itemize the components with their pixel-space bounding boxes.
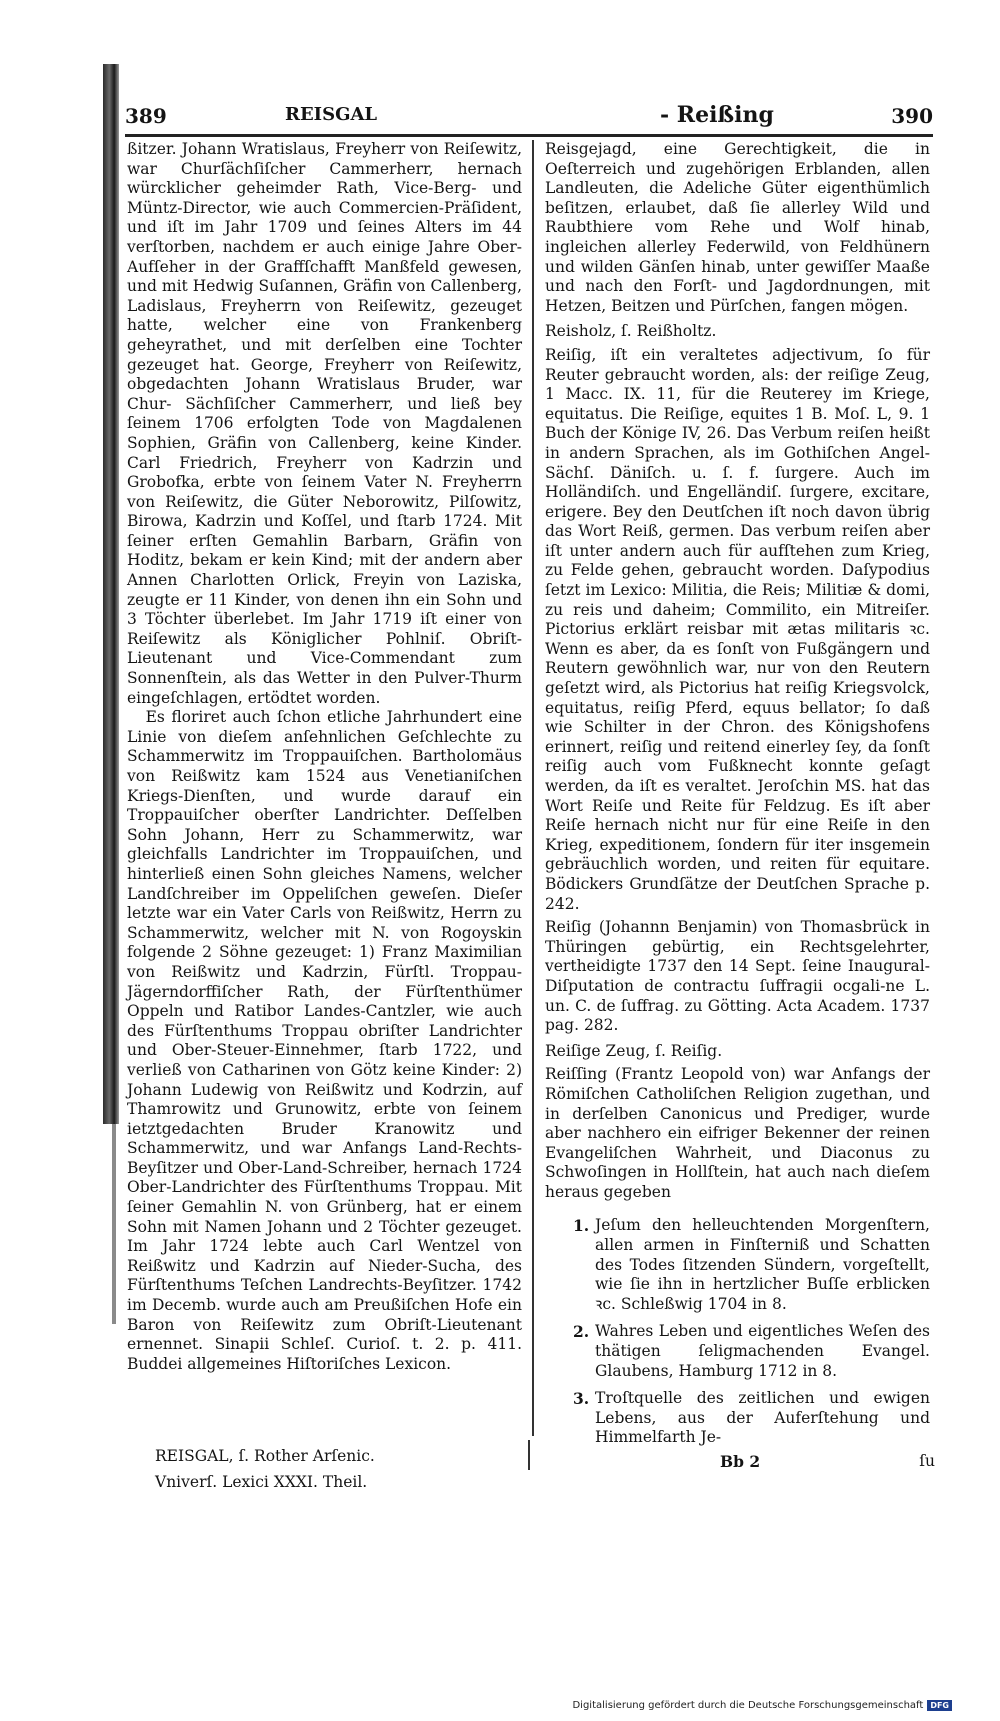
list-item: [573, 1322, 930, 1381]
page-binding-edge-lower: [112, 1124, 116, 1324]
digitization-credit: [572, 1700, 952, 1711]
list-text: Jeſum den helleuchtenden Morgenſtern, allen armen in Finſterniß und Schatten des Todes ſitzenden Sündern, vorgeſtellt, wie ſie ihn in hertzlicher Buſſe erblicken ꝛc. Schleßwig 1704 in 8.: [595, 1216, 930, 1313]
list-text: Wahres Leben und eigentliches Weſen des thätigen ſeligmachenden Evangel. Glaubens, Hamburg 1712 in 8.: [595, 1322, 930, 1380]
entry-reisig: Reiſig, iſt ein veraltetes adjectivum, ſo für Reuter gebraucht worden, als: der reiſige Zeug, 1 Macc. IX. 11, für die Reuterey im Kriege, equitatus. Die Reiſige, equites 1 B. Moſ. L, 9. 1 Buch der Könige IV, 26. Das Verbum reiſen heißt in andern Sprachen, als im Gothiſchen Angel-Sächſ. Däniſch. u. ſ. f. ſurgere. Auch im Holländiſch. und Engelländiſ. ſurgere, excitare, erigere. Bey den Deutſchen iſt noch davon übrig das Wort Reiß, germen. Das verbum reiſen aber iſt unter andern auch für aufſtehen zum Krieg, zu Felde gehen, gebraucht worden. Daſypodius ſetzt im Lexico: Militia, die Reis; Militiæ & domi, zu reis und daheim; Commilito, ein Mitreiſer. Pictorius erklärt reisbar mit ætas militaris ꝛc. Wenn es aber, da es ſonſt von Fußgängern und Reutern gewöhnlich war, nur von den Reutern geſetzt wird, als Pictorius hat reiſig Kriegsvolck, equitatus, reiſig Pferd, equus bellator; ſo daß wie Schilter in der Chron. des Königshofens erinnert, reiſig und reitend einerley ſey, da ſonſt reiſig auch vom Fußknecht konnte geſagt werden, da iſt es veraltet. Jeroſchin MS. hat das Wort Reiſe und Reite für Feldzug. Es iſt aber Reiſe hernach nicht nur für eine Reiſe in den Krieg, expeditionem, ſondern für iter insgemein gebräuchlich worden, und reiten für equitare. Bödickers Grundſätze der Deutſchen Sprache p. 242.: [545, 345, 930, 913]
entry-reisgejagd: Reisgejagd, eine Gerechtigkeit, die in Oeſterreich und zugehörigen Erblanden, allen Landleuten, die Adeliche Güter eigenthümlich beſitzen, erlaubet, daß ſie allerley Wild und Raubthiere vom Rehe und Wolf hinab, ingleichen allerley Federwild, von Feldhünern und wilden Gänſen hinab, unter gewiſſer Maaße und nach den Forſt- und Jagdordnungen, mit Hetzen, Beitzen und Pürſchen, fangen mögen.: [545, 140, 930, 315]
headword-left: REISGAL: [285, 104, 378, 125]
works-list: [573, 1216, 930, 1448]
catchword: ſu: [919, 1452, 935, 1470]
list-number: 1.: [573, 1216, 590, 1236]
headword-right: - Reißing: [660, 102, 774, 128]
list-item: [573, 1216, 930, 1314]
reisgal-cross-reference: REISGAL, ſ. Rother Arſenic.: [155, 1447, 375, 1465]
right-column: [545, 140, 930, 1456]
running-header: [125, 104, 933, 134]
list-number: 2.: [573, 1322, 590, 1342]
xref-reisholz: Reisholz, ſ. Reißholtz.: [545, 322, 717, 341]
column-divider: [532, 140, 534, 1436]
list-number: 3.: [573, 1389, 590, 1409]
page-number-right: 390: [891, 104, 933, 128]
volume-signature: Vniverſ. Lexici XXXI. Theil.: [155, 1473, 368, 1491]
credit-text: Digitalisierung gefördert durch die Deutsche Forschungsgemeinschaft: [572, 1700, 924, 1711]
entry-reissing: Reiſſing (Frantz Leopold von) war Anfangs der Römiſchen Catholiſchen Religion zugethan, und in derſelben Canonicus und Prediger, wurde aber nachhero ein eifriger Bekenner der reinen Evangeliſchen Wahrheit, und Diaconus zu Schwoſingen in Hollſtein, hat auch nach dieſem heraus gegeben: [545, 1065, 930, 1201]
dfg-logo: DFG: [927, 1700, 952, 1711]
left-column-footer: [155, 1446, 525, 1492]
reisewitz-entry-continued: ßitzer. Johann Wratislaus, Freyherr von Reiſewitz, war Churſächſiſcher Cammerherr, hernach würcklicher geheimder Rath, Vice-Berg- und Müntz-Director, wie auch Commercien-Präſident, und iſt im Jahr 1709 und ſeines Alters im 44 verſtorben, nachdem er auch einige Jahre Ober-Aufſeher in der Graffſchafft Manßfeld gewesen, und mit Hedwig Suſannen, Gräfin von Callenberg, Ladislaus, Freyherrn von Reiſewitz, gezeuget hatte, welcher eine von Frankenberg geheyrathet, und mit derſelben eine Tochter gezeuget hat. George, Freyherr von Reiſewitz, obgedachten Johann Wratislaus Bruder, war Chur- Sächſiſcher Cammerherr, und ließ bey ſeinem 1706 erfolgten Tode von Magdalenen Sophien, Gräfin von Callenberg, keine Kinder. Carl Friedrich, Freyherr von Kadrzin und Grobofka, erbte von ſeinem Vater N. Freyherrn von Reiſewitz, die Güter Neborowitz, Pilſowitz, Birowa, Kadrzin und Koſſel, und ſtarb 1724. Mit ſeiner erſten Gemahlin Barbarn, Gräfin von Hoditz, bekam er kein Kind; mit der andern aber Annen Charlotten Orlick, Freyin von Laziska, zeugte er 11 Kinder, von denen ihn ein Sohn und 3 Töchter überlebet. Im Jahr 1719 iſt einer von Reiſewitz als Königlicher Pohlniſ. Obriſt-Lieutenant und Vice-Commendant zum Sonnenſtein, als das Wetter in den Pulver-Thurm eingeſchlagen, ertödtet worden.: [127, 140, 522, 707]
left-column: [127, 140, 522, 1374]
header-rule: [125, 134, 933, 137]
list-item: [573, 1389, 930, 1448]
reisswitz-paragraph: Es floriret auch ſchon etliche Jahrhundert eine Linie von dieſem anſehnlichen Geſchlechte zu Schammerwitz im Troppauiſchen. Bartholomäus von Reißwitz kam 1524 aus Venetianiſchen Kriegs-Dienſten, und wurde darauf ein Troppauiſcher oberſter Landrichter. Deſſelben Sohn Johann, Herr zu Schammerwitz, war gleichfalls Landrichter im Troppauiſchen, und hinterließ einen Sohn gleiches Namens, welcher Landſchreiber im Oppeliſchen geweſen. Dieſer letzte war ein Vater Carls von Reißwitz, Herrn zu Schammerwitz, welcher mit N. von Rogoyskin folgende 2 Söhne gezeuget: 1) Franz Maximilian von Reißwitz und Kadrzin, Fürſtl. Troppau-Jägerndorffiſcher Rath, der Fürſtenthümer Oppeln und Ratibor Landes-Cantzler, wie auch des Fürſtenthums Troppau obriſter Landrichter und Ober-Steuer-Einnehmer, ſtarb 1722, und verließ von Catharinen von Götz keine Kinder: 2) Johann Ludewig von Reißwitz und Kodrzin, auf Thamrowitz und Grunowitz, erbte von ſeinem ietztgedachten Bruder Kranowitz und Schammerwitz, und war Anfangs Land-Rechts-Beyſitzer und Ober-Land-Schreiber, hernach 1724 Ober-Landrichter des Fürſtenthums Troppau. Mit ſeiner Gemahlin N. von Grünberg, hat er einem Sohn mit Namen Johann und 2 Töchter gezeuget. Im Jahr 1724 lebte auch Carl Wentzel von Reißwitz und Kadrzin auf Nieder-Sucha, des Fürſtenthums Teſchen Landrechts-Beyſitzer. 1742 im Decemb. wurde auch am Preußiſchen Hofe ein Baron von Reiſewitz zum Obriſt-Lieutenant ernennet. Sinapii Schleſ. Curioſ. t. 2. p. 411. Buddei allgemeines Hiſtoriſches Lexicon.: [127, 708, 522, 1373]
page-number-left: 389: [125, 104, 167, 128]
entry-reisig-johann-benjamin: Reiſig (Johannn Benjamin) von Thomasbrück in Thüringen gebürtig, ein Rechtsgelehrter, vertheidigte 1737 den 14 Sept. ſeine Inaugural-Diſputation de contractu ſuffragii ocgali-ne L. un. C. de ſuffrag. zu Götting. Acta Academ. 1737 pag. 282.: [545, 918, 930, 1035]
column-divider-lower: [528, 1440, 530, 1470]
signature-mark: Bb 2: [720, 1452, 761, 1471]
page-binding-edge: [103, 64, 119, 1124]
list-text: Troſtquelle des zeitlichen und ewigen Lebens, aus der Auferſtehung und Himmelfarth Je-: [595, 1389, 930, 1447]
xref-reisige-zeug: Reiſige Zeug, ſ. Reiſig.: [545, 1041, 723, 1060]
